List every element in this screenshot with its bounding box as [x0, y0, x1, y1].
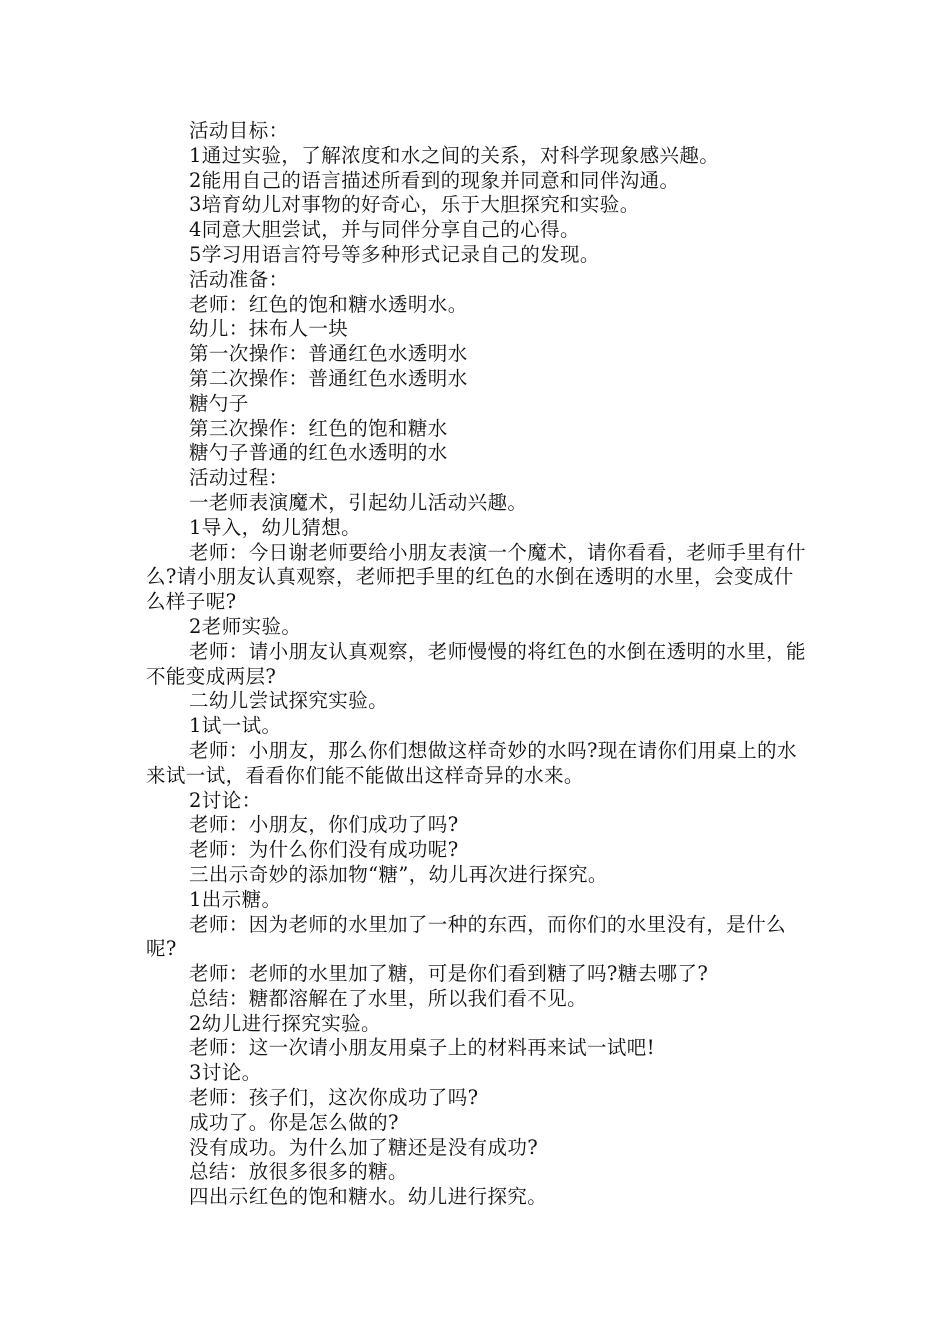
paragraph: 活动目标：	[189, 119, 289, 142]
paragraph: 糖勺子普通的红色水透明的水	[189, 441, 448, 465]
paragraph: 糖勺子	[189, 391, 249, 415]
paragraph: 老师：因为老师的水里加了一种的东西，而你们的水里没有，是什么呢?	[146, 912, 787, 961]
paragraph: 总结：放很多很多的糖。	[189, 1160, 408, 1184]
paragraph: 3培育幼儿对事物的好奇心，乐于大胆探究和实验。	[189, 193, 640, 217]
paragraph: 一老师表演魔术，引起幼儿活动兴趣。	[189, 490, 528, 514]
paragraph: 第二次操作：普通红色水透明水	[189, 366, 468, 390]
paragraph: 活动过程：	[189, 466, 289, 490]
paragraph: 没有成功。为什么加了糖还是没有成功?	[189, 1135, 539, 1159]
paragraph: 三出示奇妙的添加物“糖”，幼儿再次进行探究。	[189, 862, 608, 886]
paragraph: 老师：红色的饱和糖水透明水。	[189, 292, 468, 316]
paragraph: 老师：请小朋友认真观察，老师慢慢的将红色的水倒在透明的水里，能不能变成两层?	[146, 639, 806, 688]
paragraph: 老师：小朋友，那么你们想做这样奇妙的水吗?现在请你们用桌上的水来试一试，看看你们能不能做出这样奇异的水来。	[146, 738, 797, 787]
paragraph: 老师：孩子们，这次你成功了吗?	[189, 1086, 479, 1110]
paragraph: 老师：今日谢老师要给小朋友表演一个魔术，请你看看，老师手里有什么?请小朋友认真观察，老师把手里的红色的水倒在透明的水里，会变成什么样子呢?	[146, 540, 806, 614]
paragraph: 幼儿：抹布人一块	[189, 317, 349, 341]
paragraph: 1导入，幼儿猜想。	[189, 515, 362, 539]
paragraph: 2讨论：	[189, 788, 262, 812]
paragraph: 成功了。你是怎么做的?	[189, 1110, 399, 1134]
paragraph: 1试一试。	[189, 714, 282, 738]
paragraph: 第一次操作：普通红色水透明水	[189, 342, 468, 366]
paragraph: 老师：为什么你们没有成功呢?	[189, 838, 459, 862]
paragraph: 总结：糖都溶解在了水里，所以我们看不见。	[189, 986, 588, 1010]
paragraph: 活动准备：	[189, 267, 289, 291]
paragraph: 二幼儿尝试探究实验。	[189, 689, 389, 713]
paragraph: 四出示红色的饱和糖水。幼儿进行探究。	[189, 1185, 548, 1209]
paragraph: 2老师实验。	[189, 614, 302, 638]
paragraph: 老师：老师的水里加了糖，可是你们看到糖了吗?糖去哪了?	[189, 962, 709, 986]
paragraph: 1出示糖。	[189, 887, 282, 911]
paragraph: 4同意大胆尝试，并与同伴分享自己的心得。	[189, 218, 580, 242]
paragraph: 2幼儿进行探究实验。	[189, 1011, 381, 1035]
paragraph: 5学习用语言符号等多种形式记录自己的发现。	[189, 242, 600, 266]
paragraph: 第三次操作：红色的饱和糖水	[189, 416, 448, 440]
paragraph: 1通过实验，了解浓度和水之间的关系，对科学现象感兴趣。	[189, 143, 720, 167]
paragraph: 老师：小朋友，你们成功了吗?	[189, 813, 459, 837]
paragraph: 2能用自己的语言描述所看到的现象并同意和同伴沟通。	[189, 168, 680, 192]
paragraph: 3讨论。	[189, 1061, 262, 1085]
paragraph: 老师：这一次请小朋友用桌子上的材料再来试一试吧!	[189, 1036, 655, 1060]
